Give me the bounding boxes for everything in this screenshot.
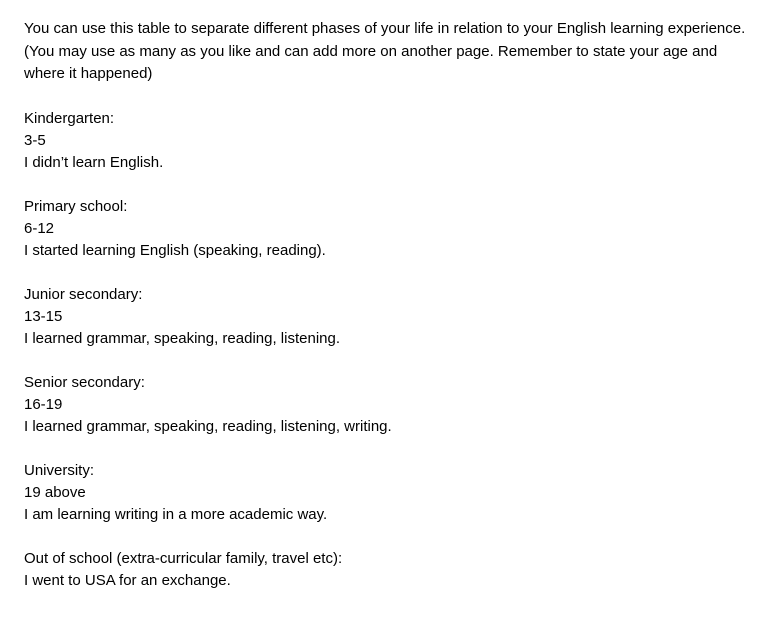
phase-description: I went to USA for an exchange. xyxy=(24,571,231,589)
phase-age: 19 above xyxy=(24,483,86,501)
phase-kindergarten xyxy=(24,108,754,174)
phase-label: Kindergarten: xyxy=(24,109,115,127)
phase-description: I started learning English (speaking, reading). xyxy=(24,241,326,259)
phase-senior-secondary xyxy=(24,372,754,438)
phase-description: I didn’t learn English. xyxy=(24,153,164,171)
phase-label: Out of school (extra-curricular family, travel etc): xyxy=(24,549,343,567)
intro-paragraph: You can use this table to separate different phases of your life in relation to your English learning experience. (You may use as many as you like and can add more on another page. Remember to state your age and where it happened) xyxy=(24,20,746,82)
phase-age: 3-5 xyxy=(24,131,46,149)
document-page xyxy=(24,18,754,614)
phase-label: University: xyxy=(24,461,95,479)
phase-label: Primary school: xyxy=(24,197,128,215)
phase-label: Junior secondary: xyxy=(24,285,143,303)
phase-description: I learned grammar, speaking, reading, listening. xyxy=(24,329,341,347)
phase-description: I learned grammar, speaking, reading, listening, writing. xyxy=(24,417,392,435)
phase-age: 13-15 xyxy=(24,307,63,325)
phase-primary-school xyxy=(24,196,754,262)
phase-university xyxy=(24,460,754,526)
phase-out-of-school xyxy=(24,548,754,592)
phase-description: I am learning writing in a more academic way. xyxy=(24,505,328,523)
phase-age: 16-19 xyxy=(24,395,63,413)
phase-label: Senior secondary: xyxy=(24,373,145,391)
phase-junior-secondary xyxy=(24,284,754,350)
phase-age: 6-12 xyxy=(24,219,55,237)
